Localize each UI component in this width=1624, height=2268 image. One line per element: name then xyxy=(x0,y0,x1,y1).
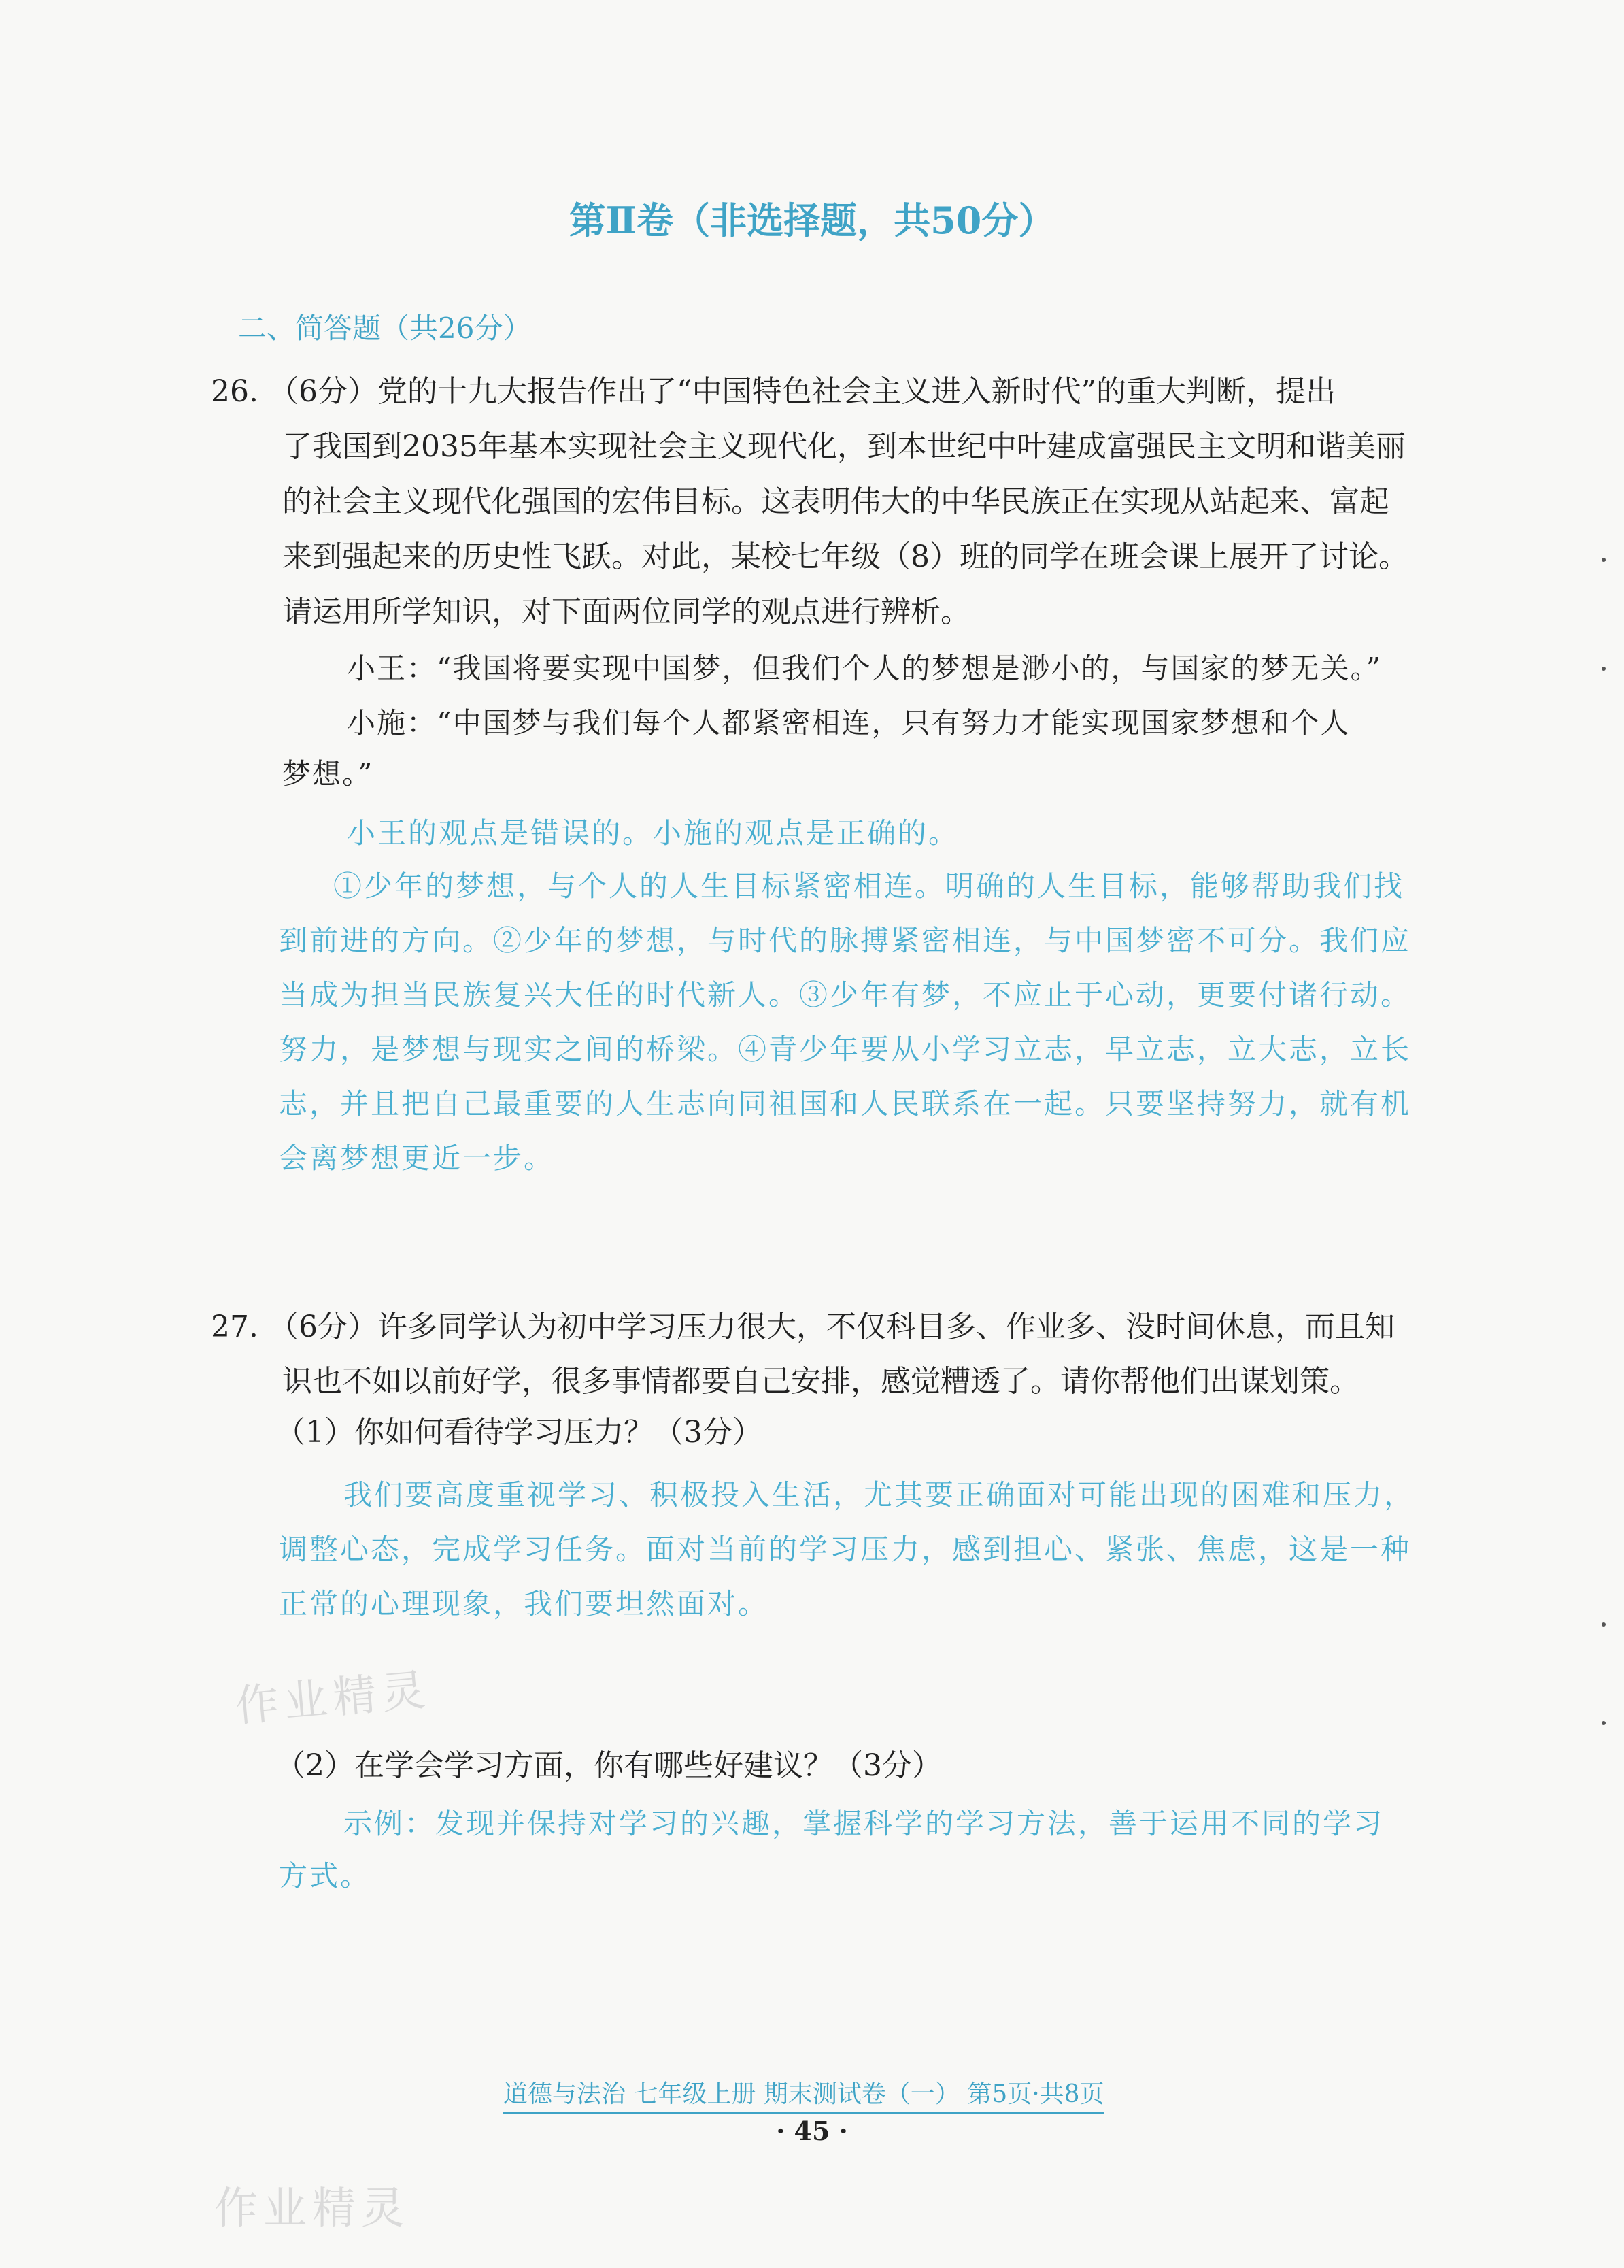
answer-line: 调整心态，完成学习任务。面对当前的学习压力，感到担心、紧张、焦虑，这是一种 xyxy=(279,1533,1412,1566)
answer-line: 到前进的方向。②少年的梦想，与时代的脉搏紧密相连，与中国梦密不可分。我们应 xyxy=(279,924,1412,957)
answer-line: 示例：发现并保持对学习的兴趣，掌握科学的学习方法，善于运用不同的学习 xyxy=(343,1807,1385,1840)
margin-dot xyxy=(1602,667,1606,671)
answer-line: 当成为担当民族复兴大任的时代新人。③少年有梦，不应止于心动，更要付诸行动。 xyxy=(279,978,1412,1012)
answer-line: 我们要高度重视学习、积极投入生活，尤其要正确面对可能出现的困难和压力， xyxy=(343,1478,1415,1512)
page-title: 第Ⅱ卷（非选择题，共50分） xyxy=(569,199,1055,242)
answer-line: 正常的心理现象，我们要坦然面对。 xyxy=(279,1587,769,1620)
question-text-line: 了我国到2035年基本实现社会主义现代化，到本世纪中叶建成富强民主文明和谐美丽 xyxy=(282,429,1406,464)
answer-line: 方式。 xyxy=(279,1859,371,1892)
margin-dot xyxy=(1602,1721,1606,1725)
answer-line: 小王的观点是错误的。小施的观点是正确的。 xyxy=(347,816,960,850)
answer-line: 会离梦想更近一步。 xyxy=(279,1141,555,1175)
subquestion-2: （2）在学会学习方面，你有哪些好建议？（3分） xyxy=(275,1748,942,1783)
answer-line: 志，并且把自己最重要的人生志向同祖国和人民联系在一起。只要坚持努力，就有机 xyxy=(279,1087,1412,1120)
question-text-line: 识也不如以前好学，很多事情都要自己安排，感觉糟透了。请你帮他们出谋划策。 xyxy=(282,1364,1359,1399)
question-text-line: （6分）党的十九大报告作出了“中国特色社会主义进入新时代”的重大判断，提出 xyxy=(269,374,1336,409)
section-heading: 二、简答题（共26分） xyxy=(238,312,532,345)
question-number: 27. xyxy=(211,1310,258,1344)
page-number: · 45 · xyxy=(776,2116,848,2146)
quote-xiaowang: 小王：“我国将要实现中国梦，但我们个人的梦想是渺小的，与国家的梦无关。” xyxy=(347,652,1382,685)
watermark: 作业精灵 xyxy=(214,2184,410,2234)
quote-xiaoshi-line: 梦想。” xyxy=(282,757,374,790)
question-text-line: 来到强起来的历史性飞跃。对此，某校七年级（8）班的同学在班会课上展开了讨论。 xyxy=(282,539,1408,574)
watermark: 作业精灵 xyxy=(233,1665,433,1733)
page-footer: 道德与法治 七年级上册 期末测试卷（一） 第5页·共8页 xyxy=(503,2075,1104,2114)
answer-line: 努力，是梦想与现实之间的桥梁。④青少年要从小学习立志，早立志，立大志，立长 xyxy=(279,1033,1412,1066)
subquestion-1: （1）你如何看待学习压力？（3分） xyxy=(275,1415,762,1450)
question-number: 26. xyxy=(211,374,258,409)
margin-dot xyxy=(1602,558,1606,562)
question-text-line: （6分）许多同学认为初中学习压力很大，不仅科目多、作业多、没时间休息，而且知 xyxy=(269,1310,1395,1344)
question-text-line: 的社会主义现代化强国的宏伟目标。这表明伟大的中华民族正在实现从站起来、富起 xyxy=(282,484,1389,519)
question-text-line: 请运用所学知识，对下面两位同学的观点进行辨析。 xyxy=(282,595,970,629)
quote-xiaoshi-line: 小施：“中国梦与我们每个人都紧密相连，只有努力才能实现国家梦想和个人 xyxy=(347,706,1351,739)
answer-line: ①少年的梦想，与个人的人生目标紧密相连。明确的人生目标，能够帮助我们找 xyxy=(333,869,1405,903)
margin-dot xyxy=(1602,1622,1606,1627)
